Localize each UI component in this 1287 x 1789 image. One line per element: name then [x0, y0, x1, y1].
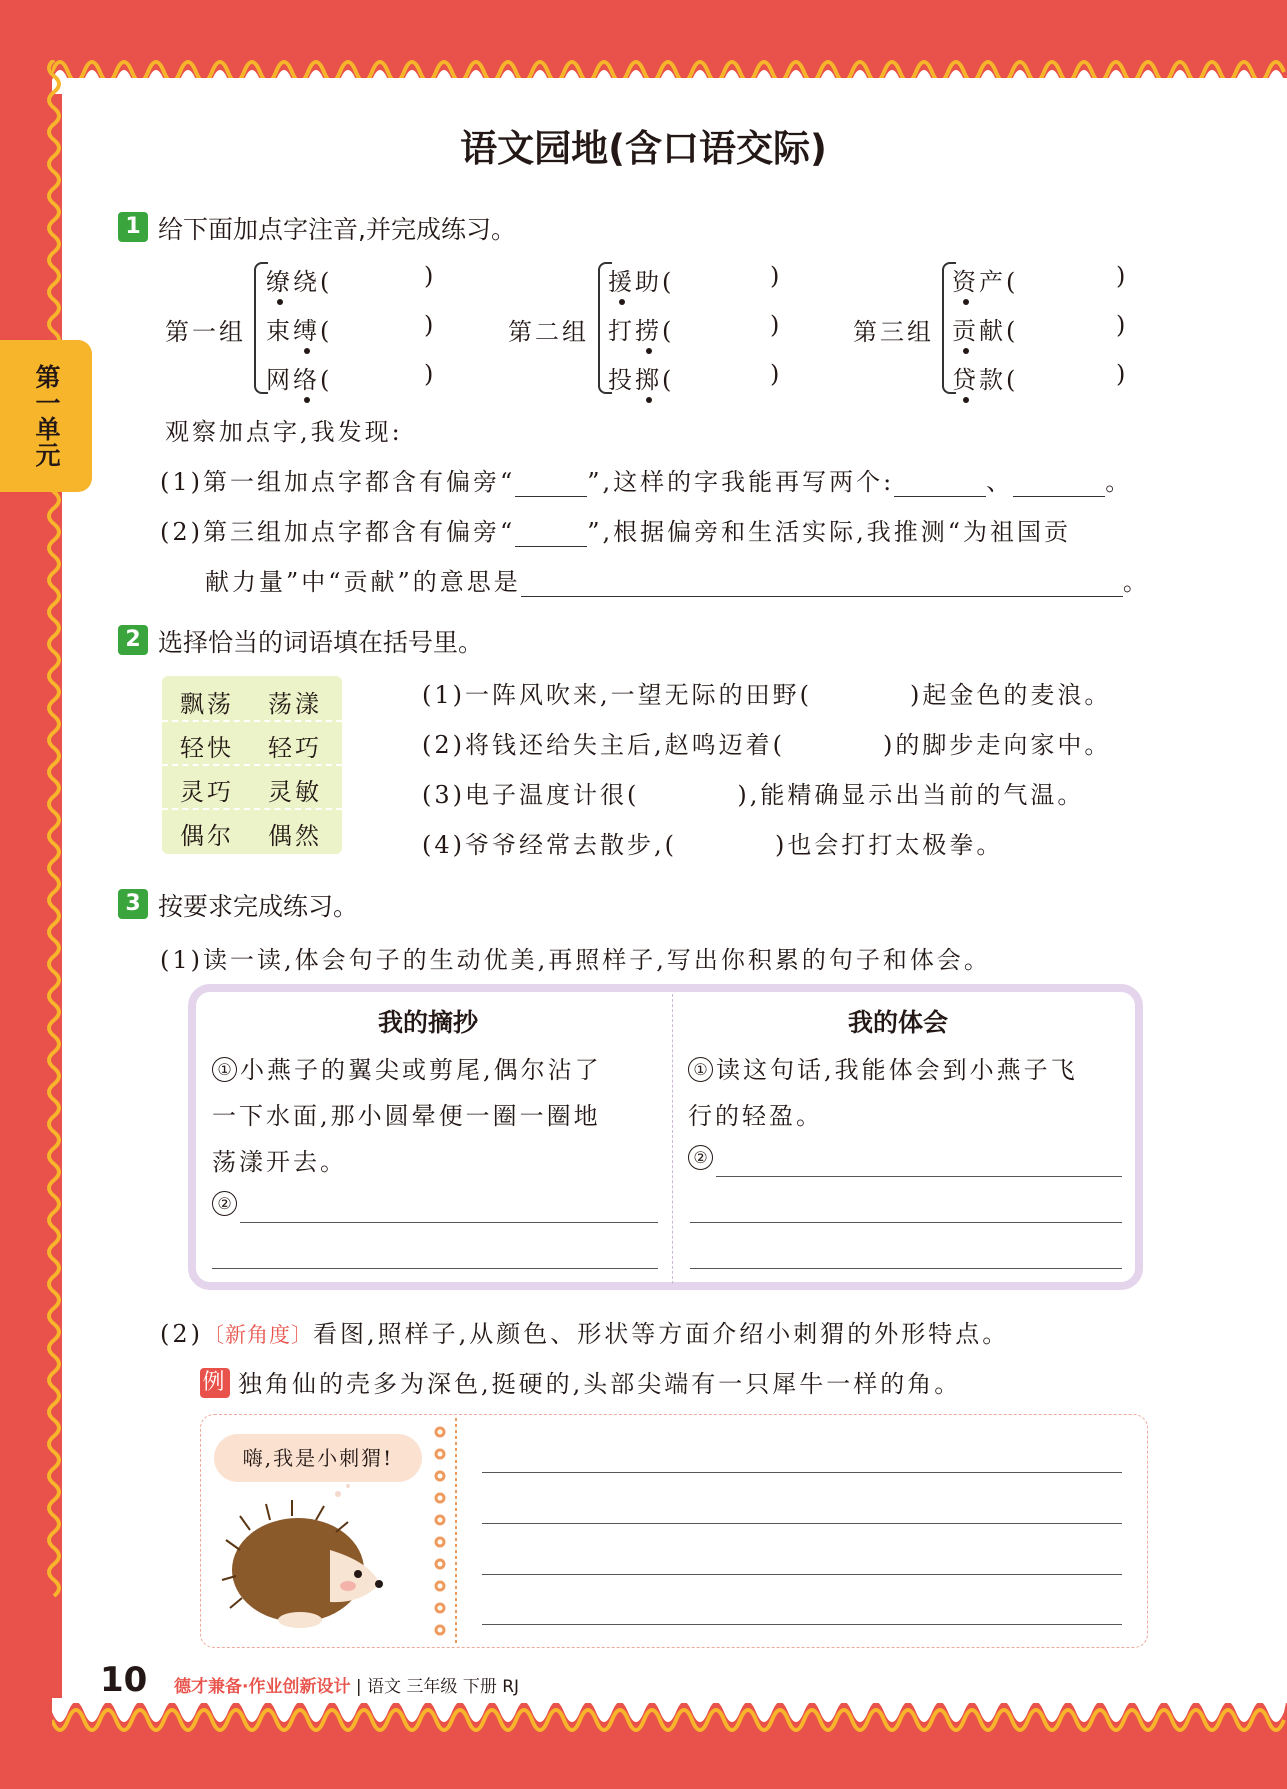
footer-meta: | 语文 三年级 下册 RJ — [355, 1677, 520, 1697]
excerpt-table — [188, 984, 1143, 1290]
observe-label: 观察加点字,我发现: — [165, 418, 403, 446]
reflection-line: 行的轻盈。 — [688, 1102, 823, 1130]
q1-sub2: (2)第三组加点字都含有偏旁“ ”,根据偏旁和生活实际,我推测“为祖国贡 — [160, 518, 1072, 546]
hedgehog-illustration — [220, 1480, 390, 1630]
question-1-instruction: 给下面加点字注音,并完成练习。 — [158, 215, 516, 244]
footer — [174, 1672, 519, 1697]
word-bank-item: 灵巧 — [180, 778, 234, 806]
q2-item-4: (4)爷爷经常去散步,( )也会打打太极拳。 — [422, 831, 1004, 859]
q2-item-2: (2)将钱还给失主后,赵鸣迈着( )的脚步走向家中。 — [422, 731, 1112, 759]
q1-sub2-cont: 献力量”中“贡献”的意思是 。 — [205, 568, 1150, 596]
page-number: 10 — [100, 1660, 148, 1700]
group-2-word-2: 打捞( — [608, 311, 674, 346]
group-3-word-2: 贡献( — [952, 311, 1018, 346]
q2-item-3: (3)电子温度计很( ),能精确显示出当前的气温。 — [422, 781, 1085, 809]
reflection-line: ① 读这句话,我能体会到小燕子飞 — [688, 1050, 1078, 1085]
table-divider — [672, 994, 673, 1284]
notebook-spiral — [430, 1418, 466, 1646]
word-bank-item: 偶尔 — [180, 822, 234, 850]
excerpt-line: 荡漾开去。 — [212, 1148, 347, 1176]
extra-char-blank-1[interactable] — [894, 470, 986, 497]
hedgehog-write-line[interactable] — [482, 1574, 1122, 1575]
excerpt-write-line[interactable] — [240, 1222, 658, 1223]
q3-sub2: (2)〔新角度〕看图,照样子,从颜色、形状等方面介绍小刺猬的外形特点。 — [160, 1320, 1010, 1348]
group-1-word-1: 缭绕( — [266, 262, 332, 297]
question-2-badge: 2 — [118, 625, 148, 655]
word-bank-item: 荡漾 — [268, 690, 322, 718]
hedgehog-write-line[interactable] — [482, 1624, 1122, 1625]
word-bank-item: 飘荡 — [180, 690, 234, 718]
group-2-word-1: 援助( — [608, 262, 674, 297]
group-1-word-3: 网络( — [266, 360, 332, 395]
q1-sub1: (1)第一组加点字都含有偏旁“ ”,这样的字我能再写两个: 、 。 — [160, 468, 1133, 496]
group-3-word-3: 贷款( — [952, 360, 1018, 395]
meaning-blank[interactable] — [521, 570, 1123, 597]
word-bank — [162, 676, 342, 854]
table-header-excerpt: 我的摘抄 — [378, 1008, 479, 1037]
reflection-write-line[interactable] — [690, 1222, 1122, 1223]
hedgehog-write-line[interactable] — [482, 1523, 1122, 1524]
word-bank-item: 轻快 — [180, 734, 234, 762]
radical-blank-2[interactable] — [515, 520, 587, 547]
unit-side-tab: 第一单元 — [0, 340, 92, 492]
question-2-instruction: 选择恰当的词语填在括号里。 — [158, 628, 484, 657]
group-3-word-1: 资产( — [952, 262, 1018, 297]
group-3-label: 第三组 — [853, 318, 934, 346]
extra-char-blank-2[interactable] — [1013, 470, 1105, 497]
excerpt-mark-2: ② — [212, 1190, 240, 1218]
question-3-instruction: 按要求完成练习。 — [158, 892, 359, 921]
group-1-label: 第一组 — [165, 318, 246, 346]
excerpt-line: 一下水面,那小圆晕便一圈一圈地 — [212, 1102, 601, 1130]
group-1-word-2: 束缚( — [266, 311, 332, 346]
footer-brand: 德才兼备·作业创新设计 — [174, 1677, 351, 1697]
question-1-badge: 1 — [118, 212, 148, 242]
word-bank-item: 轻巧 — [268, 734, 322, 762]
reflection-write-line[interactable] — [716, 1176, 1122, 1177]
q3-sub1: (1)读一读,体会句子的生动优美,再照样子,写出你积累的句子和体会。 — [160, 946, 991, 974]
radical-blank-1[interactable] — [515, 470, 587, 497]
example-tag: 例 — [200, 1368, 230, 1398]
excerpt-write-line[interactable] — [212, 1268, 658, 1269]
question-3-badge: 3 — [118, 889, 148, 919]
example-line: 例 独角仙的壳多为深色,挺硬的,头部尖端有一只犀牛一样的角。 — [200, 1364, 961, 1399]
group-2-label: 第二组 — [508, 318, 589, 346]
excerpt-line: ① 小燕子的翼尖或剪尾,偶尔沾了 — [212, 1050, 602, 1085]
left-wave-border — [40, 60, 70, 1710]
word-bank-item: 灵敏 — [268, 778, 322, 806]
reflection-write-line[interactable] — [690, 1268, 1122, 1269]
word-bank-item: 偶然 — [268, 822, 322, 850]
group-2-word-3: 投掷( — [608, 360, 674, 395]
speech-bubble: 嗨,我是小刺猬! — [214, 1434, 422, 1482]
reflection-mark-2: ② — [688, 1144, 716, 1172]
table-header-reflection: 我的体会 — [848, 1008, 949, 1037]
bottom-wave-border — [52, 1698, 1287, 1742]
q2-item-1: (1)一阵风吹来,一望无际的田野( )起金色的麦浪。 — [422, 681, 1112, 709]
hedgehog-write-line[interactable] — [482, 1472, 1122, 1473]
new-angle-tag: 〔新角度〕 — [203, 1323, 313, 1347]
page-title: 语文园地(含口语交际) — [460, 127, 827, 170]
